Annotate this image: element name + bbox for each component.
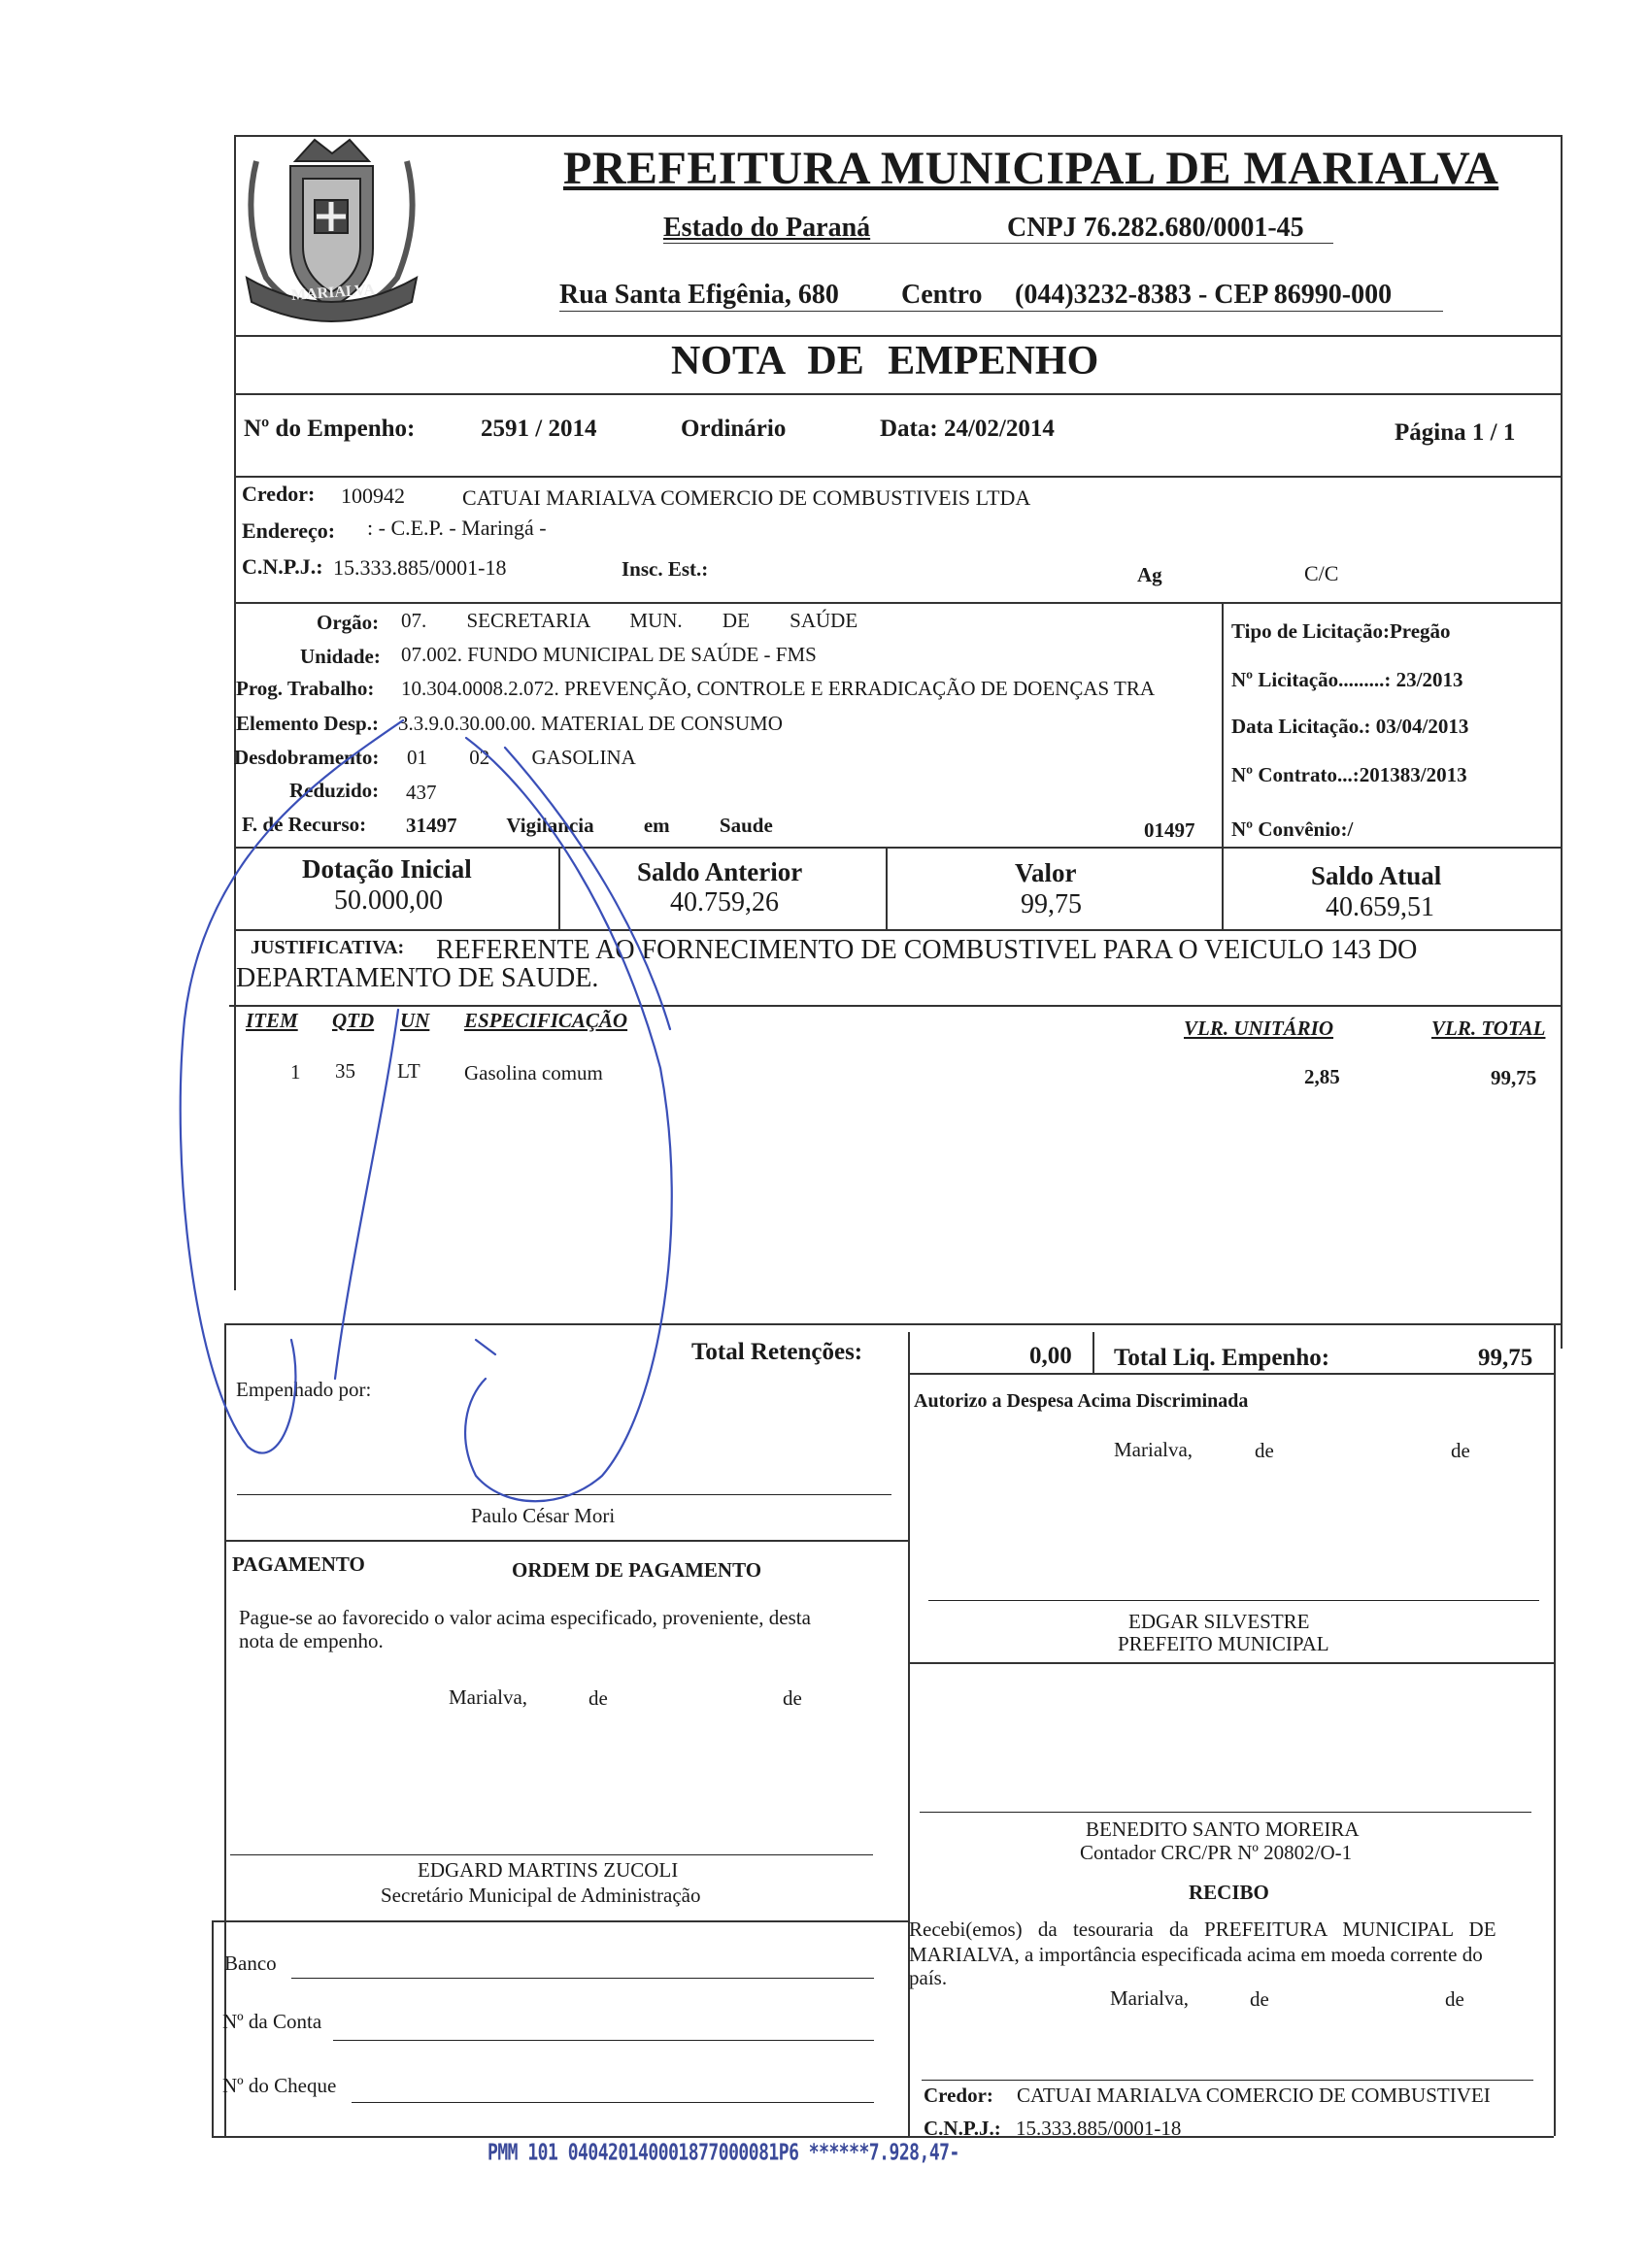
justificativa-line2: DEPARTAMENTO DE SAUDE. xyxy=(236,963,599,993)
empenho-number: 2591 / 2014 xyxy=(481,416,597,442)
autorizo-label: Autorizo a Despesa Acima Discriminada xyxy=(914,1390,1249,1412)
licitacao-numero: Nº Licitação.........: 23/2013 xyxy=(1231,668,1463,691)
secretario-name: EDGARD MARTINS ZUCOLI xyxy=(418,1858,679,1882)
recibo-text-3: país. xyxy=(909,1966,948,1989)
recibo-city: Marialva, xyxy=(1110,1986,1190,2010)
reduzido-value: 437 xyxy=(406,781,437,804)
autorizo-de1: de xyxy=(1255,1439,1274,1462)
col-un-header: UN xyxy=(400,1009,430,1032)
pagamento-text-1: Pague-se ao favorecido o valor acima especificado, proveniente, desta xyxy=(239,1606,811,1629)
recibo-cnpj-label: C.N.P.J.: xyxy=(924,2117,1001,2140)
total-liq-value: 99,75 xyxy=(1478,1345,1533,1371)
prefeito-name: EDGAR SILVESTRE xyxy=(1128,1610,1310,1633)
unidade-label: Unidade: xyxy=(300,645,381,668)
recibo-de1: de xyxy=(1250,1987,1269,2011)
header-district: Centro xyxy=(901,280,983,310)
empenho-date: Data: 24/02/2014 xyxy=(880,416,1055,442)
recibo-credor-value: CATUAI MARIALVA COMERCIO DE COMBUSTIVEI xyxy=(1017,2084,1491,2107)
cnpj-value: 15.333.885/0001-18 xyxy=(333,555,507,580)
row-total-value: 99,75 xyxy=(1491,1066,1537,1089)
valor-value: 99,75 xyxy=(1021,889,1082,919)
saldo-atual-value: 40.659,51 xyxy=(1326,892,1434,922)
orgao-value: 07. SECRETARIA MUN. DE SAÚDE xyxy=(401,609,858,632)
recibo-text-1: Recebi(emos) da tesouraria da PREFEITURA MUNICIPAL DE xyxy=(909,1918,1496,1941)
recibo-text-2: MARIALVA, a importância especificada acima em moeda corrente do xyxy=(909,1943,1483,1966)
row-un: LT xyxy=(397,1059,420,1083)
credor-code: 100942 xyxy=(341,484,405,508)
ag-label: Ag xyxy=(1137,563,1162,586)
reduzido-label: Reduzido: xyxy=(289,779,380,802)
elemento-label: Elemento Desp.: xyxy=(236,712,379,735)
justificativa-label: JUSTIFICATIVA: xyxy=(251,937,405,958)
licitacao-tipo: Tipo de Licitação:Pregão xyxy=(1231,619,1451,643)
document-title: NOTA DE EMPENHO xyxy=(671,339,1099,384)
saldo-anterior-value: 40.759,26 xyxy=(670,887,779,917)
recurso-code: 01497 xyxy=(1144,818,1195,842)
header-title: PREFEITURA MUNICIPAL DE MARIALVA xyxy=(563,143,1499,194)
unidade-value: 07.002. FUNDO MUNICIPAL DE SAÚDE - FMS xyxy=(401,643,817,666)
cc-label: C/C xyxy=(1304,561,1339,585)
insc-est-label: Insc. Est.: xyxy=(622,557,709,581)
recurso-value: 31497 Vigilancia em Saude xyxy=(406,814,773,837)
autorizo-city: Marialva, xyxy=(1114,1438,1193,1461)
recibo-de2: de xyxy=(1445,1987,1464,2011)
desdobramento-value: 01 02 GASOLINA xyxy=(407,746,636,769)
recibo-title: RECIBO xyxy=(1189,1881,1269,1904)
licitacao-contrato: Nº Contrato...:201383/2013 xyxy=(1231,763,1467,786)
valor-label: Valor xyxy=(1015,858,1077,887)
bank-stamp: PMM 101 040420140001877000081P6 ******7.928,47- xyxy=(487,2139,959,2167)
total-liq-label: Total Liq. Empenho: xyxy=(1114,1345,1330,1371)
empenhado-name: Paulo César Mori xyxy=(471,1504,616,1527)
recurso-label: F. de Recurso: xyxy=(242,813,367,836)
prog-trabalho-value: 10.304.0008.2.072. PREVENÇÃO, CONTROLE E ERRADICAÇÃO DE DOENÇAS TRA xyxy=(401,677,1156,700)
empenho-type: Ordinário xyxy=(681,416,787,442)
dotacao-label: Dotação Inicial xyxy=(302,854,472,884)
dotacao-value: 50.000,00 xyxy=(334,885,443,916)
banco-label: Banco xyxy=(224,1951,277,1975)
contador-name: BENEDITO SANTO MOREIRA xyxy=(1086,1818,1360,1841)
prog-trabalho-label: Prog. Trabalho: xyxy=(236,677,375,700)
pagamento-de2: de xyxy=(783,1686,802,1710)
prefeito-role: PREFEITO MUNICIPAL xyxy=(1118,1632,1329,1655)
total-retencoes-label: Total Retenções: xyxy=(691,1339,863,1365)
recibo-cnpj-value: 15.333.885/0001-18 xyxy=(1016,2117,1182,2140)
empenhado-label: Empenhado por: xyxy=(236,1378,372,1401)
col-espec-header: ESPECIFICAÇÃO xyxy=(464,1009,628,1032)
col-unit-header: VLR. UNITÁRIO xyxy=(1184,1017,1334,1040)
pagamento-text-2: nota de empenho. xyxy=(239,1629,384,1652)
pagamento-label: PAGAMENTO xyxy=(232,1552,365,1576)
empenho-number-label: Nº do Empenho: xyxy=(244,416,416,442)
justificativa-line1: REFERENTE AO FORNECIMENTO DE COMBUSTIVEL PARA O VEICULO 143 DO xyxy=(436,935,1418,965)
licitacao-convenio: Nº Convênio:/ xyxy=(1231,817,1354,841)
conta-label: Nº da Conta xyxy=(222,2010,322,2033)
endereco-value: : - C.E.P. - Maringá - xyxy=(367,516,547,540)
desdobramento-label: Desdobramento: xyxy=(234,746,380,769)
licitacao-data: Data Licitação.: 03/04/2013 xyxy=(1231,715,1469,738)
pagamento-city: Marialva, xyxy=(449,1685,528,1709)
saldo-anterior-label: Saldo Anterior xyxy=(637,857,803,886)
autorizo-de2: de xyxy=(1451,1439,1470,1462)
header-cnpj: CNPJ 76.282.680/0001-45 xyxy=(1007,213,1304,243)
saldo-atual-label: Saldo Atual xyxy=(1311,861,1442,890)
orgao-label: Orgão: xyxy=(317,611,380,634)
row-espec: Gasolina comum xyxy=(464,1061,603,1084)
elemento-value: 3.3.9.0.30.00.00. MATERIAL DE CONSUMO xyxy=(398,712,783,735)
col-total-header: VLR. TOTAL xyxy=(1431,1017,1546,1040)
col-qtd-header: QTD xyxy=(332,1009,375,1032)
secretario-role: Secretário Municipal de Administração xyxy=(381,1884,701,1907)
pagamento-de1: de xyxy=(588,1686,608,1710)
page-number: Página 1 / 1 xyxy=(1395,419,1516,446)
cnpj-label: C.N.P.J.: xyxy=(242,554,323,579)
credor-name: CATUAI MARIALVA COMERCIO DE COMBUSTIVEIS LTDA xyxy=(462,485,1031,510)
cheque-label: Nº do Cheque xyxy=(222,2074,337,2097)
crest-banner-text: MARIALVA xyxy=(290,282,376,304)
col-item-header: ITEM xyxy=(246,1009,298,1032)
endereco-label: Endereço: xyxy=(242,518,336,543)
row-qtd: 35 xyxy=(335,1059,355,1083)
contador-role: Contador CRC/PR Nº 20802/O-1 xyxy=(1080,1841,1353,1864)
total-retencoes-value: 0,00 xyxy=(1029,1343,1072,1369)
header-street: Rua Santa Efigênia, 680 xyxy=(559,280,839,310)
row-unit-value: 2,85 xyxy=(1304,1065,1340,1088)
header-phone-cep: (044)3232-8383 - CEP 86990-000 xyxy=(1015,280,1393,310)
row-item: 1 xyxy=(290,1060,301,1084)
header-state: Estado do Paraná xyxy=(663,213,871,243)
recibo-credor-label: Credor: xyxy=(924,2084,993,2107)
ordem-pagamento-label: ORDEM DE PAGAMENTO xyxy=(512,1558,762,1582)
credor-label: Credor: xyxy=(242,482,316,506)
